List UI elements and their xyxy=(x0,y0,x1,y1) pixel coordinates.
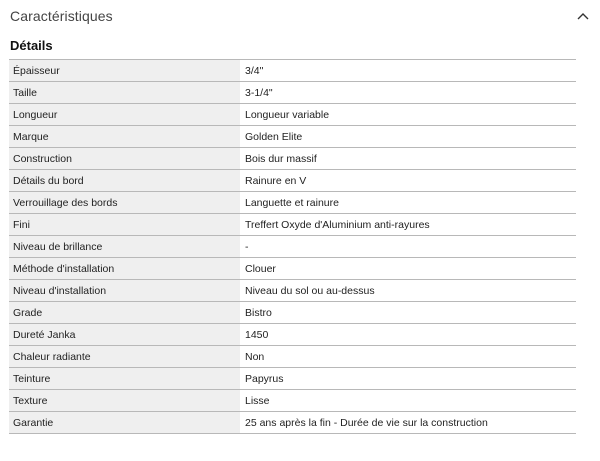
spec-row xyxy=(9,126,576,148)
spec-value: 3-1/4" xyxy=(240,82,576,104)
spec-row xyxy=(9,390,576,412)
spec-label: Verrouillage des bords xyxy=(9,192,240,214)
spec-value: 3/4" xyxy=(240,60,576,82)
spec-label: Taille xyxy=(9,82,240,104)
spec-row xyxy=(9,368,576,390)
spec-value: Niveau du sol ou au-dessus xyxy=(240,280,576,302)
spec-label: Dureté Janka xyxy=(9,324,240,346)
spec-row xyxy=(9,302,576,324)
spec-label: Longueur xyxy=(9,104,240,126)
section-title: Caractéristiques xyxy=(10,8,113,24)
spec-value: Treffert Oxyde d'Aluminium anti-rayures xyxy=(240,214,576,236)
spec-value: Papyrus xyxy=(240,368,576,390)
spec-value: Bistro xyxy=(240,302,576,324)
spec-row xyxy=(9,280,576,302)
spec-label: Garantie xyxy=(9,412,240,434)
spec-value: Lisse xyxy=(240,390,576,412)
spec-label: Grade xyxy=(9,302,240,324)
spec-value: Golden Elite xyxy=(240,126,576,148)
details-heading: Détails xyxy=(10,38,53,53)
spec-label: Chaleur radiante xyxy=(9,346,240,368)
chevron-up-icon[interactable] xyxy=(576,9,590,23)
spec-value: Clouer xyxy=(240,258,576,280)
spec-row xyxy=(9,214,576,236)
spec-label: Niveau d'installation xyxy=(9,280,240,302)
spec-label: Marque xyxy=(9,126,240,148)
spec-row xyxy=(9,412,576,434)
specs-table xyxy=(9,59,576,434)
characteristics-accordion-header[interactable] xyxy=(0,0,600,32)
spec-value: 25 ans après la fin - Durée de vie sur la construction xyxy=(240,412,576,434)
spec-row xyxy=(9,236,576,258)
spec-label: Texture xyxy=(9,390,240,412)
spec-row xyxy=(9,258,576,280)
spec-row xyxy=(9,60,576,82)
spec-row xyxy=(9,324,576,346)
spec-value: Longueur variable xyxy=(240,104,576,126)
spec-label: Teinture xyxy=(9,368,240,390)
spec-value: Bois dur massif xyxy=(240,148,576,170)
spec-label: Fini xyxy=(9,214,240,236)
spec-label: Construction xyxy=(9,148,240,170)
spec-row xyxy=(9,170,576,192)
spec-value: Languette et rainure xyxy=(240,192,576,214)
spec-row xyxy=(9,346,576,368)
spec-row xyxy=(9,148,576,170)
spec-row xyxy=(9,104,576,126)
spec-label: Détails du bord xyxy=(9,170,240,192)
spec-value: 1450 xyxy=(240,324,576,346)
spec-value: Rainure en V xyxy=(240,170,576,192)
spec-row xyxy=(9,192,576,214)
spec-value: Non xyxy=(240,346,576,368)
spec-value: - xyxy=(240,236,576,258)
spec-label: Épaisseur xyxy=(9,60,240,82)
spec-label: Niveau de brillance xyxy=(9,236,240,258)
spec-row xyxy=(9,82,576,104)
spec-label: Méthode d'installation xyxy=(9,258,240,280)
